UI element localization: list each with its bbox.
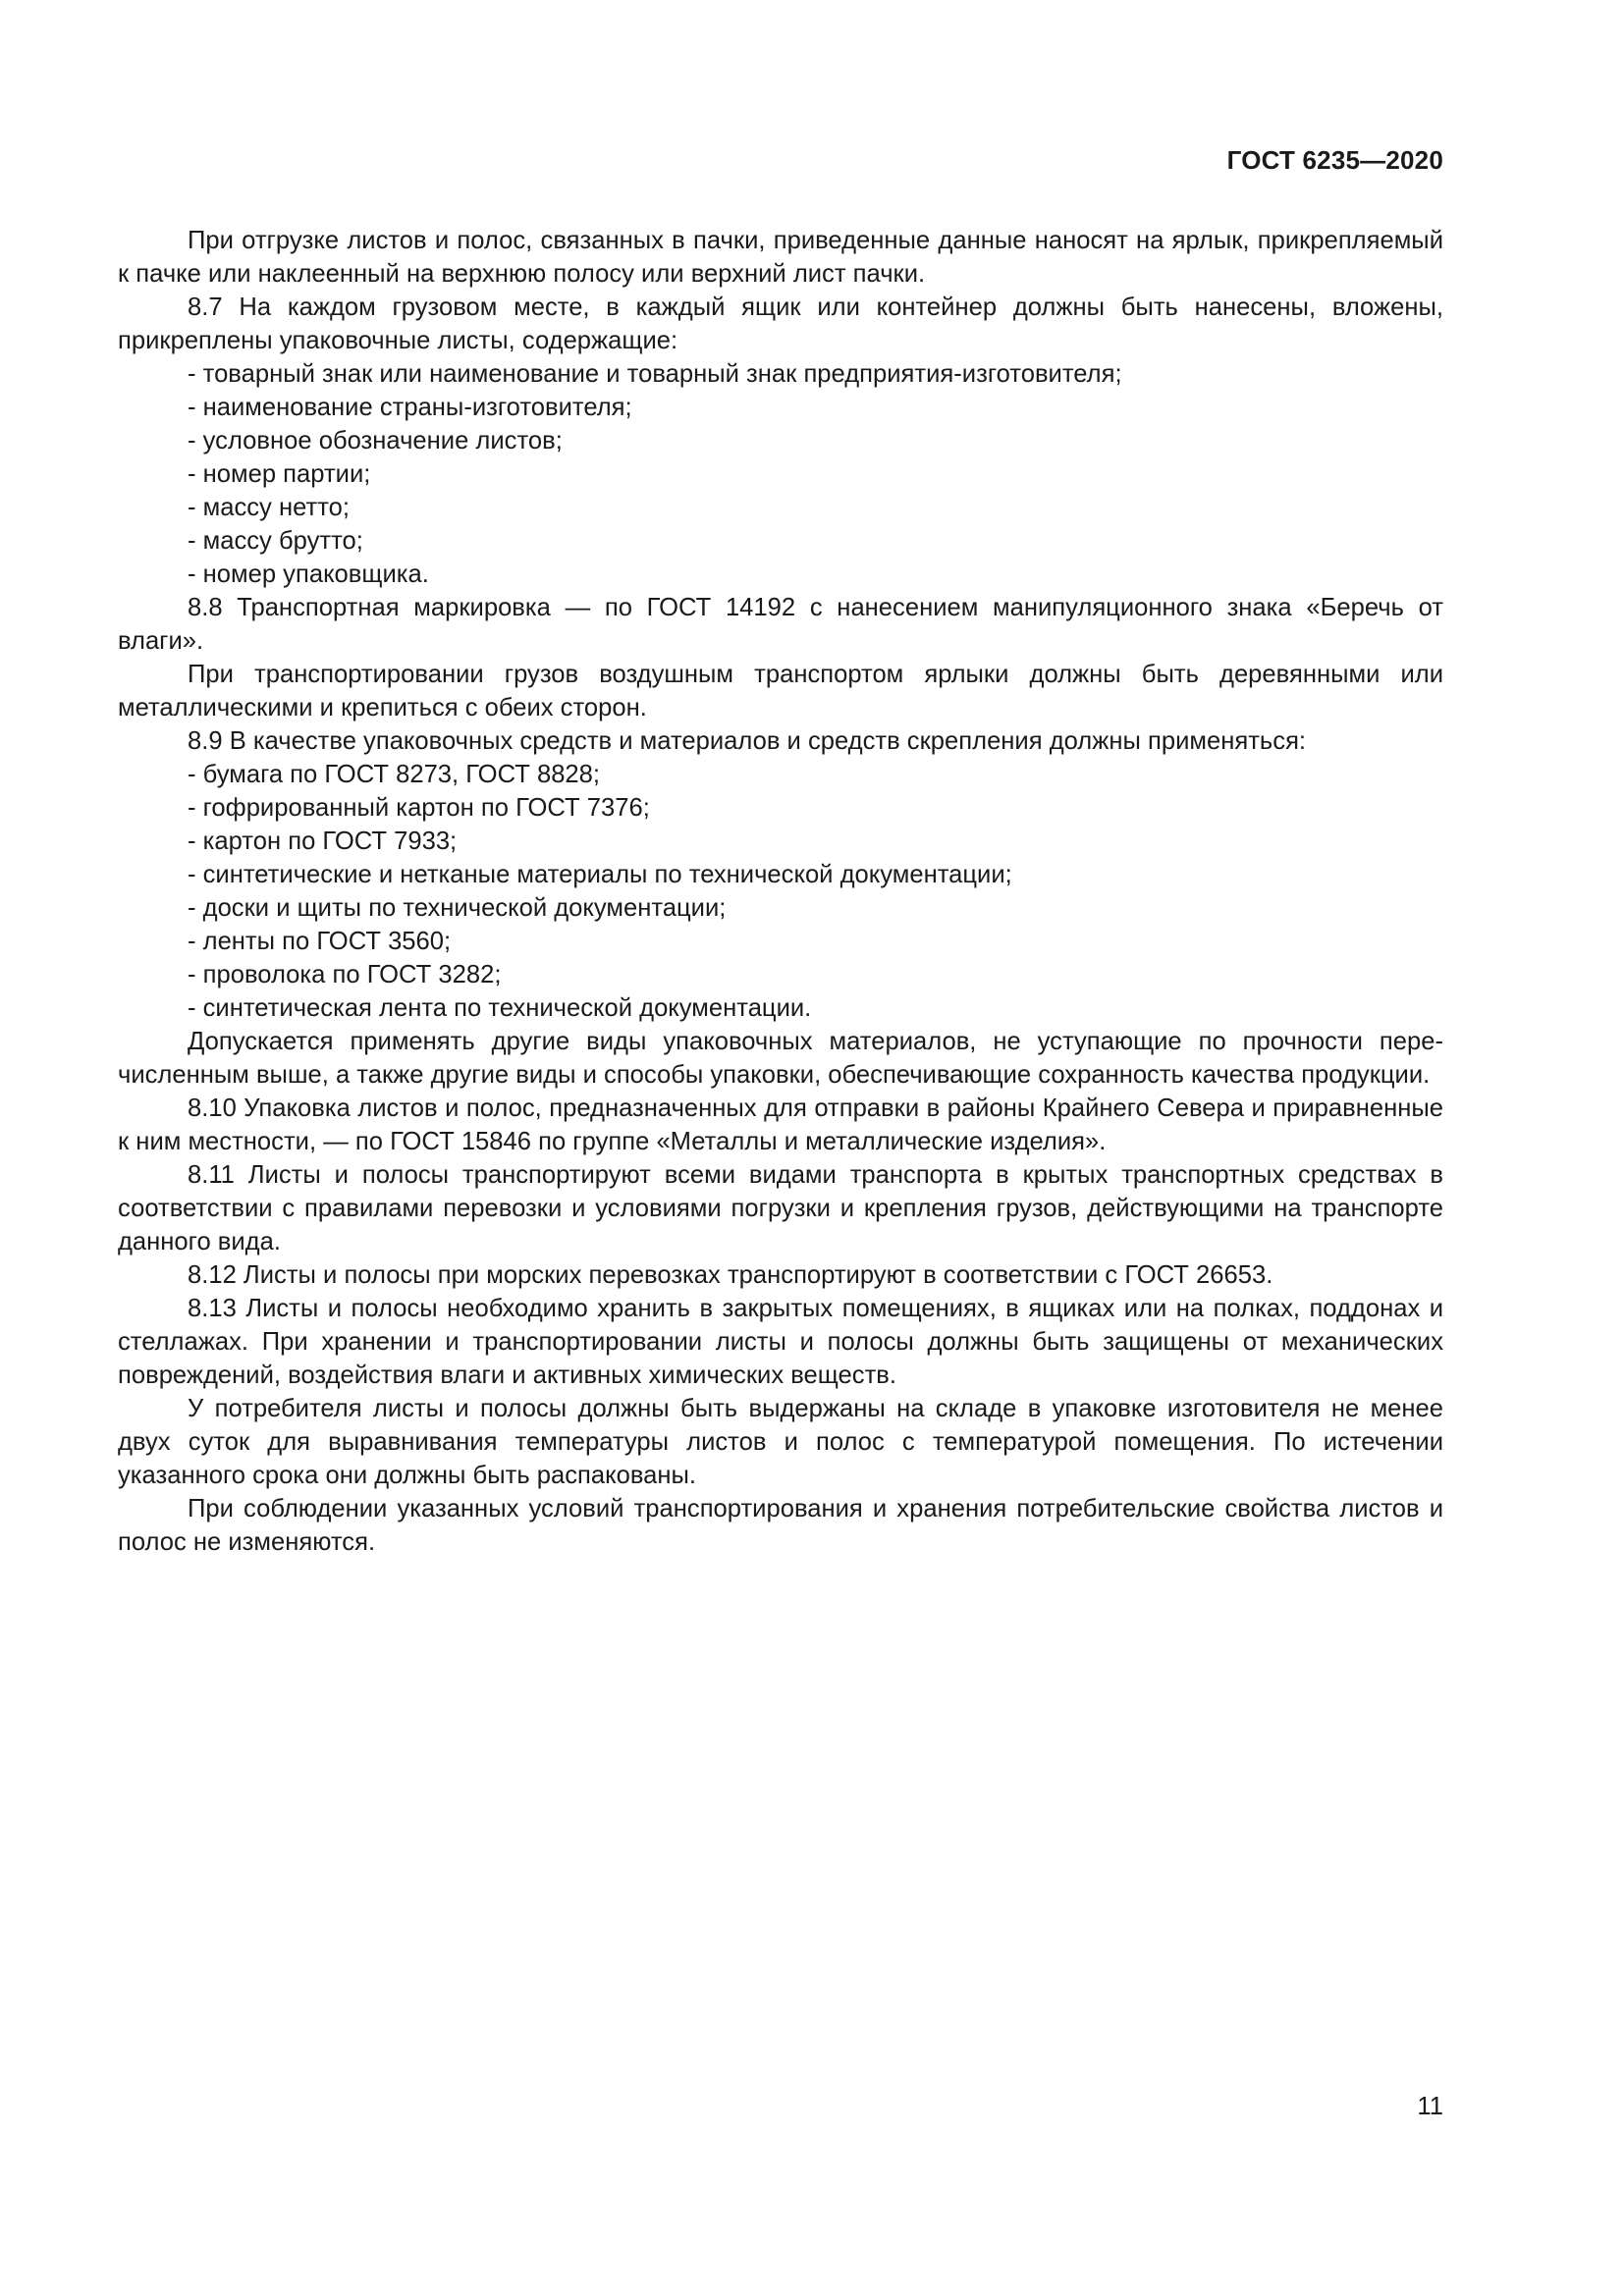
paragraph-air-transport: При транспортировании грузов воздушным транспортом ярлыки должны быть деревянными или металлическими и крепиться с обеих сторон. — [118, 661, 1443, 721]
document-body — [118, 224, 1443, 1559]
paragraph-8-7: 8.7 На каждом грузовом месте, в каждый ящик или контейнер должны быть нанесены, вложены, прикреплены упаковочные листы, содержащие: — [118, 294, 1443, 354]
paragraph-shipping-bundles: При отгрузке листов и полос, связанных в пачки, приведенные данные наносят на ярлык, прикрепляемый к пачке или наклеенный на верхнюю полосу или верхний лист пачки. — [118, 227, 1443, 288]
paragraph-8-8: 8.8 Транспортная маркировка — по ГОСТ 14192 с нанесением манипуляционного знака «Беречь от влаги». — [118, 594, 1443, 655]
list-item: - гофрированный картон по ГОСТ 7376; — [188, 794, 650, 822]
paragraph-other-packaging: Допускается применять другие виды упаковочных материалов, не уступающие по прочности перечисленным выше, а также другие виды и способы упаковки, обеспечивающие сохранность качества продукции. — [118, 1028, 1443, 1089]
list-item: - товарный знак или наименование и товарный знак предприятия-изготовителя; — [188, 360, 1122, 388]
paragraph-consumer-storage: У потребителя листы и полосы должны быть выдержаны на складе в упаковке изготовителя не менее двух суток для выравнивания температуры листов и полос с температурой помещения. По истечении указанного срока они должны быть распакованы. — [118, 1395, 1443, 1489]
paragraph-8-13: 8.13 Листы и полосы необходимо хранить в закрытых помещениях, в ящиках или на полках, поддонах и стеллажах. При хранении и транспортировании листы и полосы должны быть защищены от механических повреждений, воздействия влаги и активных химических веществ. — [118, 1295, 1443, 1389]
paragraph-8-11: 8.11 Листы и полосы транспортируют всеми видами транспорта в крытых транспортных средствах в соответствии с правилами перевозки и условиями погрузки и крепления грузов, действующими на транспорте данного вида. — [118, 1161, 1443, 1255]
paragraph-8-12: 8.12 Листы и полосы при морских перевозках транспортируют в соответствии с ГОСТ 26653. — [188, 1261, 1273, 1289]
document-code-header: ГОСТ 6235—2020 — [1226, 145, 1443, 175]
list-item: - массу брутто; — [188, 527, 363, 555]
list-item: - наименование страны-изготовителя; — [188, 394, 632, 421]
list-item: - условное обозначение листов; — [188, 427, 563, 454]
list-item: - номер партии; — [188, 460, 371, 488]
list-item: - массу нетто; — [188, 494, 350, 521]
paragraph-8-10: 8.10 Упаковка листов и полос, предназначенных для отправки в районы Крайнего Севера и приравненные к ним местности, — по ГОСТ 15846 по группе «Металлы и металлические изделия». — [118, 1095, 1443, 1155]
list-item: - ленты по ГОСТ 3560; — [188, 928, 452, 955]
list-item: - синтетические и нетканые материалы по технической документации; — [188, 861, 1012, 888]
list-item: - проволока по ГОСТ 3282; — [188, 961, 502, 988]
paragraph-properties-unchanged: При соблюдении указанных условий транспортирования и хранения потребительские свойства листов и полос не изменяются. — [118, 1495, 1443, 1556]
list-item: - номер упаковщика. — [188, 561, 429, 588]
list-item: - картон по ГОСТ 7933; — [188, 828, 458, 855]
list-item: - бумага по ГОСТ 8273, ГОСТ 8828; — [188, 761, 601, 788]
list-item: - синтетическая лента по технической документации. — [188, 994, 812, 1022]
paragraph-8-9: 8.9 В качестве упаковочных средств и материалов и средств скрепления должны применяться: — [188, 727, 1307, 755]
list-item: - доски и щиты по технической документации; — [188, 894, 727, 922]
page-number: 11 — [1417, 2093, 1443, 2120]
